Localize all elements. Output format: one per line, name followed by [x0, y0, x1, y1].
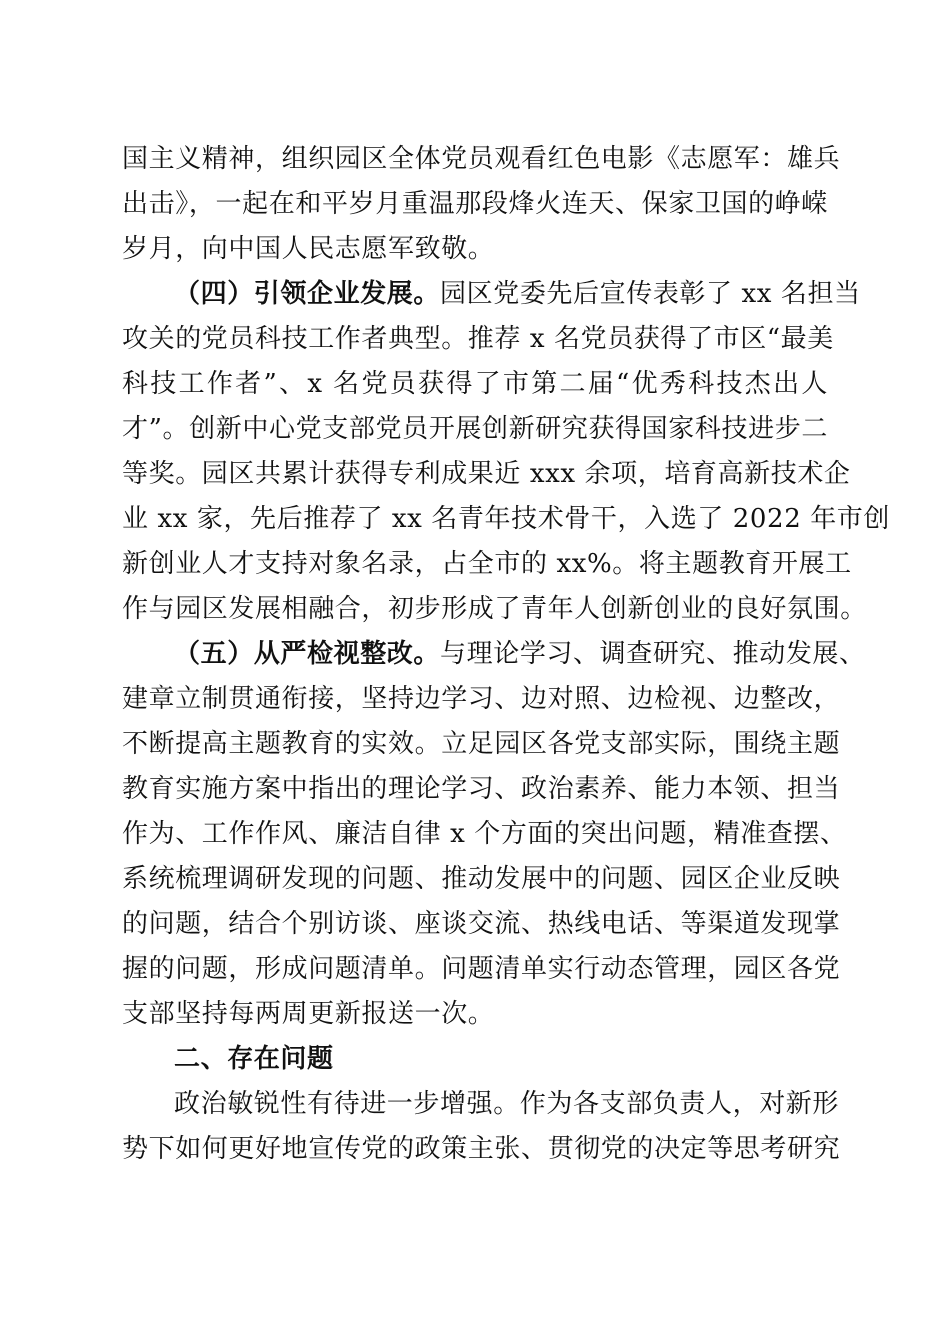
paragraph-line: 支部坚持每两周更新报送一次。	[122, 999, 495, 1029]
paragraph-first-line	[122, 272, 861, 317]
paragraph-line: 建章立制贯通衔接，坚持边学习、边对照、边检视、边整改，	[122, 684, 841, 714]
paragraph-line: 等奖。园区共累计获得专利成果近 xxx 余项，培育高新技术企	[122, 459, 851, 489]
paragraph-first-line	[122, 632, 866, 677]
paragraph-line: 的问题，结合个别访谈、座谈交流、热线电话、等渠道发现掌	[122, 909, 841, 939]
paragraph-line: 业 xx 家，先后推荐了 xx 名青年技术骨干，入选了 2022 年市创	[122, 504, 891, 534]
paragraph-line: 科技工作者”、x 名党员获得了市第二届“优秀科技杰出人	[122, 369, 828, 399]
paragraph-line: 握的问题，形成问题清单。问题清单实行动态管理，园区各党	[122, 954, 841, 984]
document-page	[122, 137, 891, 1172]
paragraph-3	[122, 632, 866, 1037]
paragraph-text: 园区党委先后宣传表彰了 xx 名担当	[440, 279, 861, 309]
paragraph-title: （四）引领企业发展。	[174, 279, 441, 309]
paragraph-line: 才”。创新中心党支部党员开展创新研究获得国家科技进步二	[122, 414, 828, 444]
paragraph-2	[122, 272, 891, 632]
section-heading: 二、存在问题	[174, 1044, 334, 1074]
paragraph-line: 教育实施方案中指出的理论学习、政治素养、能力本领、担当	[122, 774, 841, 804]
paragraph-4	[122, 1082, 841, 1172]
paragraph-line: 新创业人才支持对象名录，占全市的 xx%。将主题教育开展工	[122, 549, 852, 579]
paragraph-title: （五）从严检视整改。	[174, 639, 441, 669]
paragraph-line: 政治敏锐性有待进一步增强。作为各支部负责人，对新形	[174, 1089, 840, 1119]
paragraph-line: 岁月，向中国人民志愿军致敬。	[122, 234, 495, 264]
paragraph-line: 攻关的党员科技工作者典型。推荐 x 名党员获得了市区“最美	[122, 324, 834, 354]
paragraph-line: 作为、工作作风、廉洁自律 x 个方面的突出问题，精准查摆、	[122, 819, 847, 849]
paragraph-text: 与理论学习、调查研究、推动发展、	[440, 639, 866, 669]
paragraph-line: 国主义精神，组织园区全体党员观看红色电影《志愿军：雄兵	[122, 144, 841, 174]
paragraph-line: 作与园区发展相融合，初步形成了青年人创新创业的良好氛围。	[122, 594, 867, 624]
paragraph-line: 系统梳理调研发现的问题、推动发展中的问题、园区企业反映	[122, 864, 841, 894]
paragraph-line: 势下如何更好地宣传党的政策主张、贯彻党的决定等思考研究	[122, 1134, 841, 1164]
paragraph-1	[122, 137, 841, 272]
paragraph-line: 出击》，一起在和平岁月重温那段烽火连天、保家卫国的峥嵘	[122, 189, 828, 219]
paragraph-line: 不断提高主题教育的实效。立足园区各党支部实际，围绕主题	[122, 729, 841, 759]
